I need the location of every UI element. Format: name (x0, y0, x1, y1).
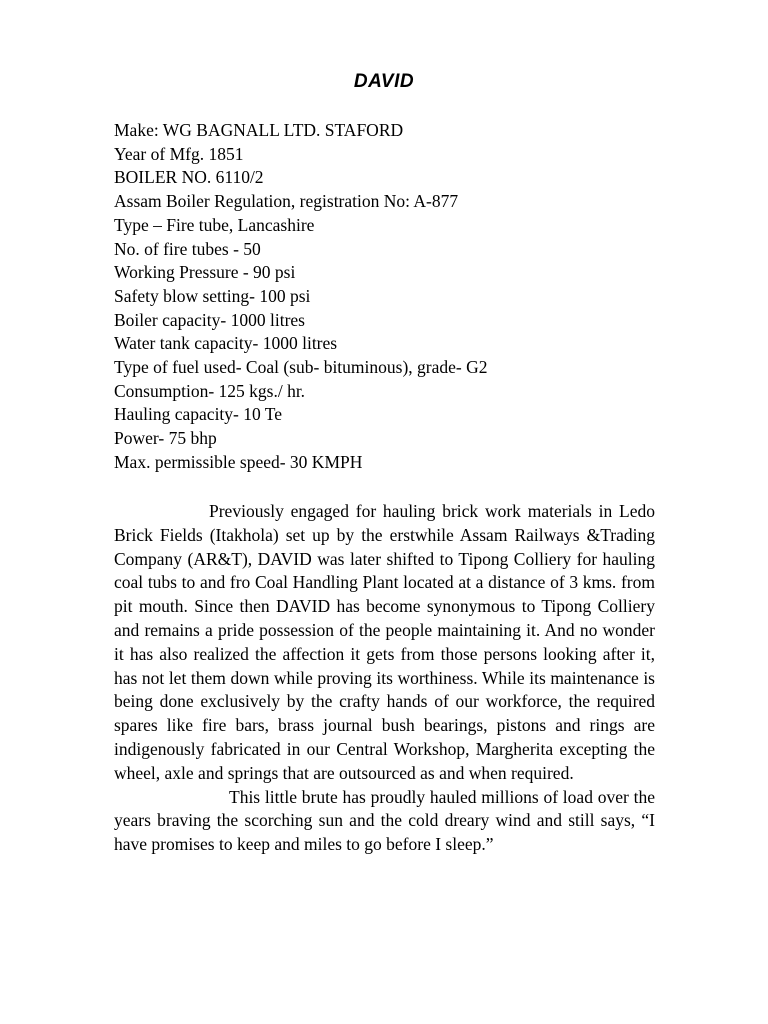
spec-fuel-type: Type of fuel used- Coal (sub- bituminous), grade- G2 (114, 357, 488, 378)
spec-hauling-capacity: Hauling capacity- 10 Te (114, 404, 283, 425)
spec-list (114, 119, 674, 475)
spec-boiler-capacity: Boiler capacity- 1000 litres (114, 309, 305, 330)
spec-water-tank-capacity: Water tank capacity- 1000 litres (114, 333, 338, 354)
spec-max-speed: Max. permissible speed- 30 KMPH (114, 451, 363, 472)
page-title: DAVID (353, 71, 415, 92)
spec-make: Make: WG BAGNALL LTD. STAFORD (114, 120, 404, 140)
spec-type: Type – Fire tube, Lancashire (114, 214, 315, 235)
body-text (114, 500, 655, 857)
spec-consumption: Consumption- 125 kgs./ hr. (114, 380, 306, 401)
spec-year-of-mfg: Year of Mfg. 1851 (114, 143, 244, 164)
spec-registration: Assam Boiler Regulation, registration No: A-877 (114, 191, 459, 212)
spec-boiler-no: BOILER NO. 6110/2 (114, 167, 264, 188)
spec-fire-tubes: No. of fire tubes - 50 (114, 238, 261, 259)
closing-paragraph: This little brute has proudly hauled millions of load over the years braving the scorching sun and the cold dreary wind and still says, “I have promises to keep and miles to go before I sleep.” (114, 786, 655, 855)
spec-working-pressure: Working Pressure - 90 psi (114, 262, 296, 283)
history-paragraph: Previously engaged for hauling brick work materials in Ledo Brick Fields (Itakhola) set up by the erstwhile Assam Railways &Trading Company (AR&T), DAVID was later shifted to Tipong Colliery for hauling coal tubs to and fro Coal Handling Plant located at a distance of 3 kms. from pit mouth. Since then DAVID has become synonymous to Tipong Colliery and remains a pride possession of the people maintaining it. And no wonder it has also realized the affection it gets from those persons looking after it, has not let them down while proving its worthiness. While its maintenance is being done exclusively by the crafty hands of our workforce, the required spares like fire bars, brass journal bush bearings, pistons and rings are indigenously fabricated in our Central Workshop, Margherita excepting the wheel, axle and springs that are outsourced as and when required. (114, 501, 655, 783)
spec-safety-blow-setting: Safety blow setting- 100 psi (114, 285, 311, 306)
spec-power: Power- 75 bhp (114, 428, 217, 449)
